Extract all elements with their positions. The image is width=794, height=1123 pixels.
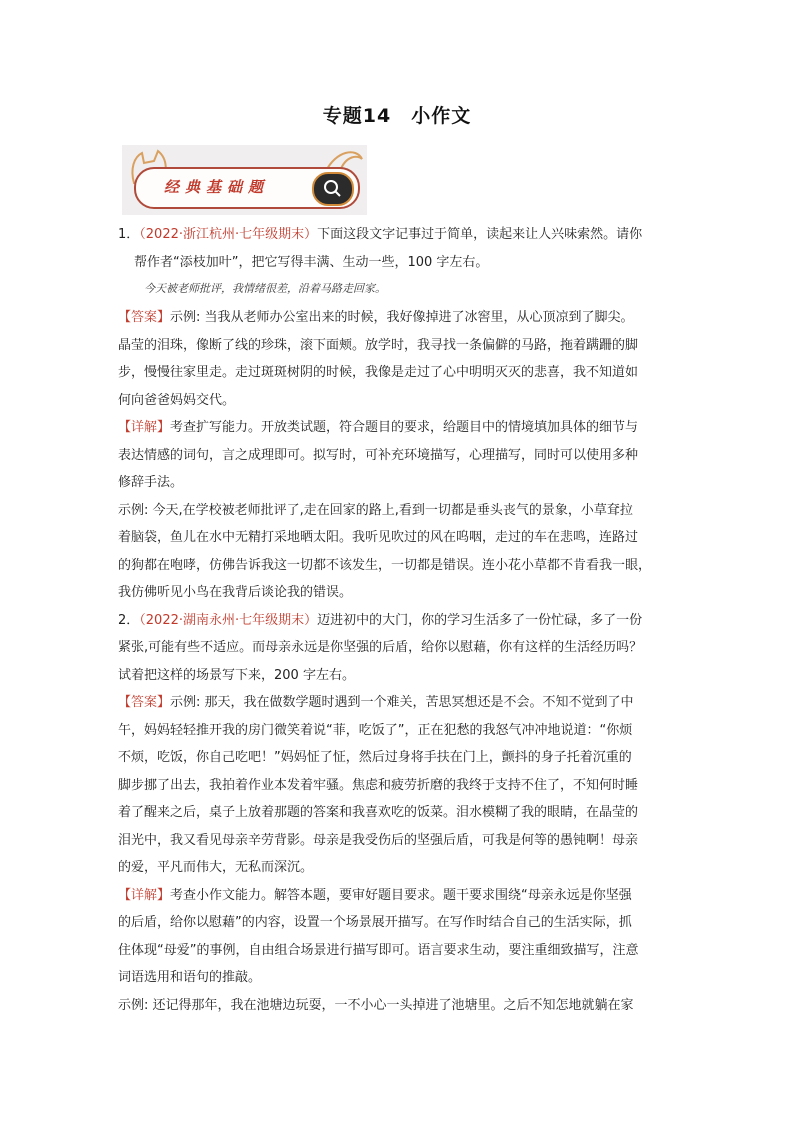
q2-source: （2022·湖南永州·七年级期末） (139, 612, 318, 628)
questions-content (118, 221, 678, 1019)
q2-answer-text-2: 午，妈妈轻轻推开我的房门微笑着说“菲，吃饭了”，正在犯愁的我怒气冲冲地说道：“你烦 (118, 722, 633, 738)
q1-detail-text-3: 修辞手法。 (118, 475, 184, 490)
q1-number: 1． (118, 227, 140, 242)
q1-stem (118, 221, 678, 249)
q2-stem (118, 607, 678, 635)
banner-text: 经典基础题 (164, 178, 270, 196)
q1-detail-line (118, 414, 678, 442)
q1-answer-text-4: 何向爸爸妈妈交代。 (118, 392, 236, 408)
q1-answer-line (118, 304, 678, 332)
q2-detail-line (118, 882, 678, 910)
q1-example-text-2: 着脑袋，鱼儿在水中无精打采地晒太阳。我听见吹过的风在呜咽，走过的车在悲鸣，连路过 (118, 530, 639, 545)
q2-answer-text-6: 泪光中，我又看见母亲辛劳背影。母亲是我受伤后的坚强后盾，可我是何等的愚钝啊！母亲 (118, 832, 639, 848)
q1-example-text-3: 的狗都在咆哮，仿佛告诉我这一切都不该发生，一切都是错误。连小花小草都不肯看我一眼， (118, 557, 652, 573)
q2-detail-text-4: 词语选用和语句的推敲。 (118, 970, 262, 985)
q1-example-text-1: 示例: 今天,在学校被老师批评了,走在回家的路上,看到一切都是垂头丧气的景象，小草耷拉 (118, 502, 633, 518)
q1-answer-tag: 【答案】 (118, 310, 171, 325)
q2-answer-line (118, 689, 678, 717)
search-icon (312, 172, 354, 206)
q1-answer-text-1: 示例: 当我从老师办公室出来的时候，我好像掉进了冰窖里，从心顶凉到了脚尖。 (170, 310, 634, 325)
q2-detail-text-1: 考查小作文能力。解答本题，要审好题目要求。题干要求围绕“母亲永远是你坚强 (170, 887, 632, 903)
banner-label (134, 167, 360, 209)
q1-detail-text-1: 考查扩写能力。开放类试题，符合题目的要求，给题目中的情境填加具体的细节与 (170, 420, 639, 435)
q2-detail-tag: 【详解】 (118, 887, 171, 903)
q1-detail-text-2: 表达情感的词句，言之成理即可。拟写时，可补充环境描写，心理描写，同时可以使用多种 (118, 447, 639, 463)
section-banner (122, 145, 367, 215)
q2-answer-text-7: 的爱，平凡而伟大，无私而深沉。 (118, 860, 314, 875)
q2-detail-text-3: 住体现“母爱”的事例，自由组合场景进行描写即可。语言要求生动，要注重细致描写，注意 (118, 942, 639, 958)
q1-stem-line-1: 下面这段文字记事过于简单，读起来让人兴味索然。请你 (317, 227, 643, 242)
q1-detail-tag: 【详解】 (118, 420, 171, 435)
q2-number: 2． (118, 612, 140, 628)
q1-source: （2022·浙江杭州·七年级期末） (139, 227, 318, 242)
q2-example-text-1: 示例: 还记得那年，我在池塘边玩耍，一不小心一头掉进了池塘里。之后不知怎地就躺在家 (118, 997, 634, 1013)
q2-answer-text-4: 脚步挪了出去，我拍着作业本发着牢骚。焦虑和疲劳折磨的我终于支持不住了，不知何时睡 (118, 777, 639, 793)
page-title: 专题14 小作文 (322, 105, 472, 127)
q2-stem-line-1: 迈进初中的大门，你的学习生活多了一份忙碌，多了一份 (317, 612, 643, 628)
q2-detail-text-2: 的后盾，给你以慰藉”的内容，设置一个场景展开描写。在写作时结合自己的生活实际，抓 (118, 915, 632, 930)
q2-answer-text-5: 着了醒来之后，桌子上放着那题的答案和我喜欢吃的饭菜。泪水模糊了我的眼睛，在晶莹的 (118, 805, 639, 820)
q1-handwritten-text: 今天被老师批评，我情绪很差，沿着马路走回家。 (144, 282, 386, 295)
q2-answer-text-3: 不烦，吃饭，你自己吃吧！”妈妈怔了怔，然后过身将手扶在门上，颤抖的身子托着沉重的 (118, 750, 632, 765)
q1-stem-line-2: 帮作者“添枝加叶”，把它写得丰满、生动一些，100 字左右。 (134, 254, 489, 270)
q1-answer-text-2: 晶莹的泪珠，像断了线的珍珠，滚下面颊。放学时，我寻找一条偏僻的马路，拖着蹒跚的脚 (118, 337, 639, 353)
q2-answer-text-1: 示例: 那天，我在做数学题时遇到一个难关，苦思冥想还是不会。不知不觉到了中 (170, 695, 634, 710)
q2-stem-line-3: 试着把这样的场景写下来，200 字左右。 (118, 667, 355, 683)
q2-answer-tag: 【答案】 (118, 695, 171, 710)
q1-answer-text-3: 步，慢慢往家里走。走过斑斑树阴的时候，我像是走过了心中明明灭灭的悲喜，我不知道如 (118, 365, 639, 380)
q2-stem-line-2: 紧张,可能有些不适应。而母亲永远是你坚强的后盾，给你以慰藉，你有这样的生活经历吗？ (118, 640, 643, 655)
q1-example-text-4: 我仿佛听见小鸟在我背后谈论我的错误。 (118, 585, 353, 600)
